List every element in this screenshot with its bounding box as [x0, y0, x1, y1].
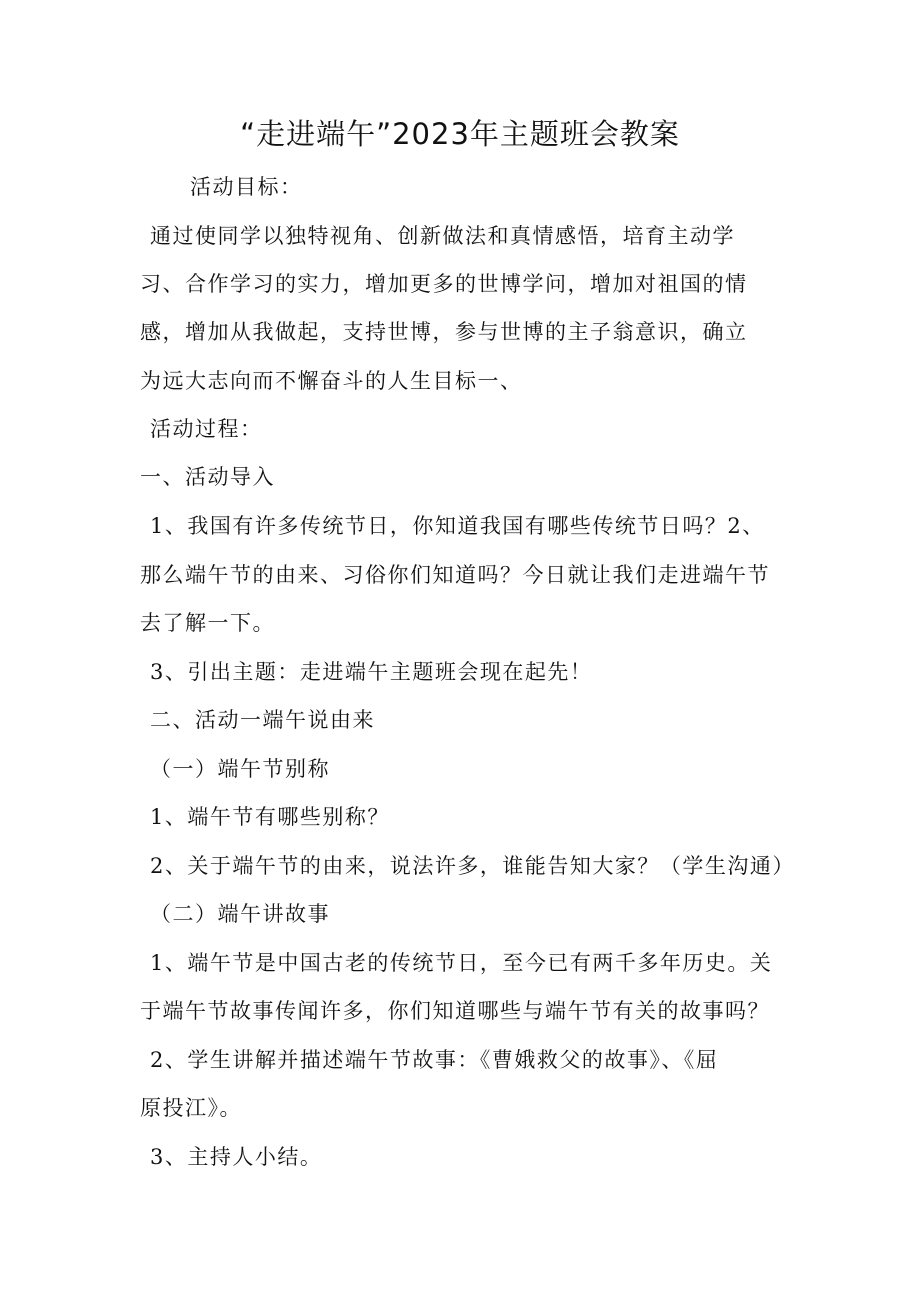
- paragraph-line: 于端午节故事传闻许多，你们知道哪些与端午节有关的故事吗？: [140, 999, 770, 1023]
- paragraph-line: 3、引出主题：走进端午主题班会现在起先！: [150, 660, 593, 684]
- paragraph-line: 习、合作学习的实力，增加更多的世博学问，增加对祖国的情: [140, 272, 748, 296]
- section-heading: 二、活动一端午说由来: [150, 708, 375, 732]
- paragraph-line: 1、端午节是中国古老的传统节日，至今已有两千多年历史。关: [150, 951, 773, 975]
- paragraph-line: 2、关于端午节的由来，说法许多，谁能告知大家？（学生沟通）: [150, 854, 795, 878]
- paragraph-line: 感，增加从我做起，支持世博，参与世博的主子翁意识，确立: [140, 320, 748, 344]
- paragraph-line: 那么端午节的由来、习俗你们知道吗？今日就让我们走进端午节: [140, 563, 770, 587]
- paragraph-line: 通过使同学以独特视角、创新做法和真情感悟，培育主动学: [150, 224, 735, 248]
- section-heading-goals: 活动目标：: [190, 175, 303, 199]
- document-title: “走进端午”2023年主题班会教案: [240, 117, 680, 151]
- paragraph-line: 2、学生讲解并描述端午节故事：《曹娥救父的故事》、《屈: [150, 1048, 719, 1072]
- paragraph-line: 1、端午节有哪些别称？: [150, 805, 390, 829]
- subsection-heading: （一）端午节别称: [150, 757, 330, 781]
- paragraph-line: 3、主持人小结。: [150, 1145, 323, 1169]
- paragraph-line: 为远大志向而不懈奋斗的人生目标一、: [140, 369, 523, 393]
- paragraph-line: 原投江》。: [140, 1096, 242, 1120]
- section-heading-process: 活动过程：: [150, 417, 263, 441]
- paragraph-line: 1、我国有许多传统节日，你知道我国有哪些传统节日吗？2、: [150, 514, 765, 538]
- subsection-heading: （二）端午讲故事: [150, 902, 330, 926]
- paragraph-line: 去了解一下。: [140, 611, 275, 635]
- section-heading: 一、活动导入: [140, 465, 275, 489]
